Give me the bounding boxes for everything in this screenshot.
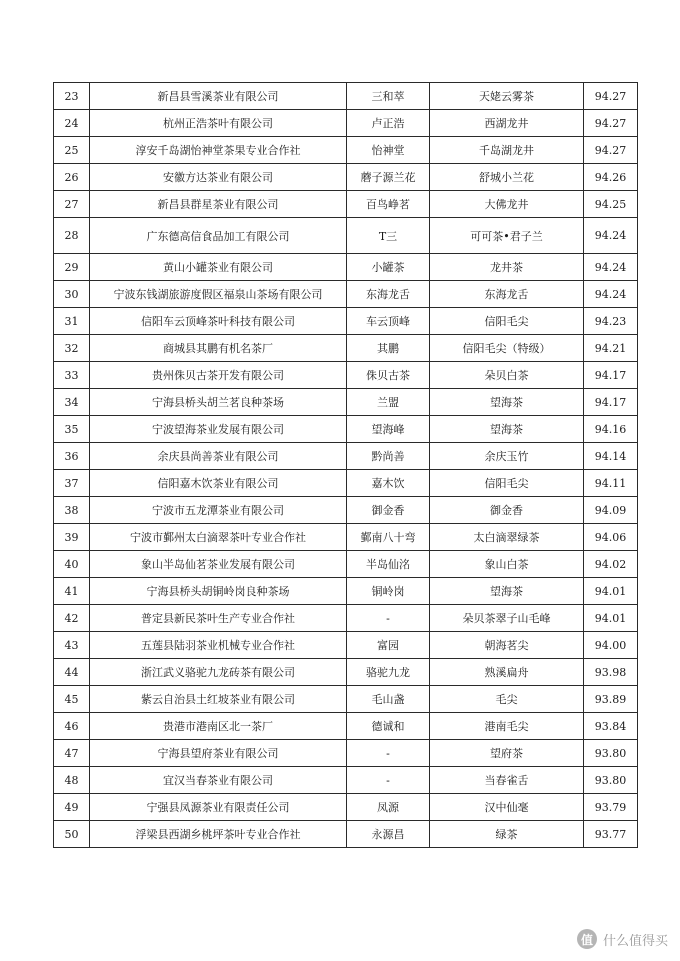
rank-number-cell: 31: [54, 308, 90, 335]
company-name-cell: 淳安千岛湖怡神堂茶果专业合作社: [90, 137, 347, 164]
rank-number-cell: 23: [54, 83, 90, 110]
rank-number-cell: 44: [54, 659, 90, 686]
table-row: [54, 362, 638, 389]
table-row: [54, 254, 638, 281]
score-cell: 94.24: [584, 254, 638, 281]
table-row: [54, 821, 638, 848]
brand-cell: -: [347, 605, 430, 632]
company-name-cell: 普定县新民茶叶生产专业合作社: [90, 605, 347, 632]
product-name-cell: 大佛龙井: [430, 191, 584, 218]
score-cell: 94.21: [584, 335, 638, 362]
table-row: [54, 389, 638, 416]
brand-cell: -: [347, 740, 430, 767]
product-name-cell: 毛尖: [430, 686, 584, 713]
company-name-cell: 宁强县凤源茶业有限责任公司: [90, 794, 347, 821]
brand-cell: 御金香: [347, 497, 430, 524]
company-name-cell: 余庆县尚善茶业有限公司: [90, 443, 347, 470]
score-cell: 93.89: [584, 686, 638, 713]
company-name-cell: 信阳车云顶峰茶叶科技有限公司: [90, 308, 347, 335]
company-name-cell: 宁海县桥头胡铜岭岗良种茶场: [90, 578, 347, 605]
product-name-cell: 望海茶: [430, 578, 584, 605]
table-row: [54, 110, 638, 137]
brand-cell: 富园: [347, 632, 430, 659]
rank-number-cell: 37: [54, 470, 90, 497]
product-name-cell: 太白滴翠绿茶: [430, 524, 584, 551]
score-cell: 94.16: [584, 416, 638, 443]
company-name-cell: 杭州正浩茶叶有限公司: [90, 110, 347, 137]
score-cell: 93.98: [584, 659, 638, 686]
table-row: [54, 605, 638, 632]
rank-number-cell: 41: [54, 578, 90, 605]
brand-cell: 毛山盏: [347, 686, 430, 713]
score-cell: 94.14: [584, 443, 638, 470]
rank-number-cell: 43: [54, 632, 90, 659]
company-name-cell: 宜汉当春茶业有限公司: [90, 767, 347, 794]
score-cell: 94.27: [584, 137, 638, 164]
ranking-table: [53, 82, 638, 848]
score-cell: 94.06: [584, 524, 638, 551]
watermark-logo-icon: 值: [577, 929, 597, 949]
rank-number-cell: 33: [54, 362, 90, 389]
product-name-cell: 信阳毛尖: [430, 308, 584, 335]
product-name-cell: 熟溪扁舟: [430, 659, 584, 686]
score-cell: 93.79: [584, 794, 638, 821]
brand-cell: 铜岭岗: [347, 578, 430, 605]
rank-number-cell: 39: [54, 524, 90, 551]
brand-cell: 三和萃: [347, 83, 430, 110]
product-name-cell: 象山白茶: [430, 551, 584, 578]
brand-cell: 蘑子源兰花: [347, 164, 430, 191]
company-name-cell: 贵州侏贝古茶开发有限公司: [90, 362, 347, 389]
rank-number-cell: 48: [54, 767, 90, 794]
table-row: [54, 281, 638, 308]
company-name-cell: 新昌县群星茶业有限公司: [90, 191, 347, 218]
product-name-cell: 望府茶: [430, 740, 584, 767]
rank-number-cell: 50: [54, 821, 90, 848]
brand-cell: 永源昌: [347, 821, 430, 848]
score-cell: 93.77: [584, 821, 638, 848]
rank-number-cell: 47: [54, 740, 90, 767]
score-cell: 94.02: [584, 551, 638, 578]
rank-number-cell: 26: [54, 164, 90, 191]
table-row: [54, 191, 638, 218]
product-name-cell: 汉中仙毫: [430, 794, 584, 821]
rank-number-cell: 29: [54, 254, 90, 281]
table-row: [54, 335, 638, 362]
table-row: [54, 470, 638, 497]
rank-number-cell: 32: [54, 335, 90, 362]
brand-cell: 百鸟峥茗: [347, 191, 430, 218]
table-row: [54, 659, 638, 686]
brand-cell: 望海峰: [347, 416, 430, 443]
score-cell: 93.80: [584, 740, 638, 767]
table-row: [54, 578, 638, 605]
score-cell: 94.27: [584, 83, 638, 110]
company-name-cell: 浙江武义骆驼九龙砖茶有限公司: [90, 659, 347, 686]
table-row: [54, 632, 638, 659]
company-name-cell: 紫云自治县土红坡茶业有限公司: [90, 686, 347, 713]
company-name-cell: 浮梁县西湖乡桃坪茶叶专业合作社: [90, 821, 347, 848]
company-name-cell: 五莲县陆羽茶业机械专业合作社: [90, 632, 347, 659]
company-name-cell: 黄山小罐茶业有限公司: [90, 254, 347, 281]
product-name-cell: 望海茶: [430, 416, 584, 443]
score-cell: 94.24: [584, 218, 638, 254]
score-cell: 94.09: [584, 497, 638, 524]
company-name-cell: 贵港市港南区北一茶厂: [90, 713, 347, 740]
table-row: [54, 164, 638, 191]
watermark-label: 什么值得买: [602, 933, 668, 949]
product-name-cell: 绿茶: [430, 821, 584, 848]
rank-number-cell: 45: [54, 686, 90, 713]
rank-number-cell: 30: [54, 281, 90, 308]
rank-number-cell: 27: [54, 191, 90, 218]
product-name-cell: 天姥云雾茶: [430, 83, 584, 110]
product-name-cell: 当春雀舌: [430, 767, 584, 794]
brand-cell: 嘉木饮: [347, 470, 430, 497]
brand-cell: 鄞南八十弯: [347, 524, 430, 551]
rank-number-cell: 38: [54, 497, 90, 524]
score-cell: 94.01: [584, 578, 638, 605]
brand-cell: T三: [347, 218, 430, 254]
product-name-cell: 御金香: [430, 497, 584, 524]
rank-number-cell: 42: [54, 605, 90, 632]
brand-cell: -: [347, 767, 430, 794]
rank-number-cell: 25: [54, 137, 90, 164]
product-name-cell: 港南毛尖: [430, 713, 584, 740]
table-row: [54, 218, 638, 254]
company-name-cell: 广东德高信食品加工有限公司: [90, 218, 347, 254]
brand-cell: 东海龙舌: [347, 281, 430, 308]
brand-cell: 小罐茶: [347, 254, 430, 281]
rank-number-cell: 46: [54, 713, 90, 740]
brand-cell: 骆驼九龙: [347, 659, 430, 686]
table-row: [54, 308, 638, 335]
product-name-cell: 龙井茶: [430, 254, 584, 281]
score-cell: 93.80: [584, 767, 638, 794]
rank-number-cell: 40: [54, 551, 90, 578]
company-name-cell: 信阳嘉木饮茶业有限公司: [90, 470, 347, 497]
table-row: [54, 713, 638, 740]
table-row: [54, 137, 638, 164]
company-name-cell: 商城县其鹏有机名茶厂: [90, 335, 347, 362]
rank-number-cell: 28: [54, 218, 90, 254]
company-name-cell: 宁海县桥头胡兰茗良种茶场: [90, 389, 347, 416]
product-name-cell: 可可茶•君子兰: [430, 218, 584, 254]
rank-number-cell: 24: [54, 110, 90, 137]
product-name-cell: 西湖龙井: [430, 110, 584, 137]
company-name-cell: 宁波望海茶业发展有限公司: [90, 416, 347, 443]
score-cell: 94.24: [584, 281, 638, 308]
table-row: [54, 740, 638, 767]
score-cell: 94.17: [584, 362, 638, 389]
rank-number-cell: 34: [54, 389, 90, 416]
product-name-cell: 望海茶: [430, 389, 584, 416]
watermark: [577, 929, 668, 949]
ranking-table-body: [54, 83, 638, 848]
table-row: [54, 497, 638, 524]
score-cell: 94.00: [584, 632, 638, 659]
company-name-cell: 宁波东钱湖旅游度假区福泉山茶场有限公司: [90, 281, 347, 308]
brand-cell: 其鹏: [347, 335, 430, 362]
table-row: [54, 551, 638, 578]
score-cell: 93.84: [584, 713, 638, 740]
company-name-cell: 宁海县望府茶业有限公司: [90, 740, 347, 767]
brand-cell: 怡神堂: [347, 137, 430, 164]
brand-cell: 车云顶峰: [347, 308, 430, 335]
brand-cell: 卢正浩: [347, 110, 430, 137]
score-cell: 94.26: [584, 164, 638, 191]
product-name-cell: 朵贝茶翠子山毛峰: [430, 605, 584, 632]
table-row: [54, 686, 638, 713]
table-row: [54, 794, 638, 821]
rank-number-cell: 49: [54, 794, 90, 821]
score-cell: 94.01: [584, 605, 638, 632]
brand-cell: 凤源: [347, 794, 430, 821]
table-row: [54, 443, 638, 470]
table-row: [54, 524, 638, 551]
brand-cell: 半岛仙洺: [347, 551, 430, 578]
table-row: [54, 767, 638, 794]
table-row: [54, 416, 638, 443]
company-name-cell: 安徽方达茶业有限公司: [90, 164, 347, 191]
rank-number-cell: 35: [54, 416, 90, 443]
table-row: [54, 83, 638, 110]
brand-cell: 侏贝古茶: [347, 362, 430, 389]
score-cell: 94.23: [584, 308, 638, 335]
company-name-cell: 宁波市鄞州太白滴翠茶叶专业合作社: [90, 524, 347, 551]
score-cell: 94.27: [584, 110, 638, 137]
rank-number-cell: 36: [54, 443, 90, 470]
brand-cell: 德诚和: [347, 713, 430, 740]
brand-cell: 黔尚善: [347, 443, 430, 470]
brand-cell: 兰盟: [347, 389, 430, 416]
product-name-cell: 朵贝白茶: [430, 362, 584, 389]
product-name-cell: 东海龙舌: [430, 281, 584, 308]
product-name-cell: 千岛湖龙井: [430, 137, 584, 164]
company-name-cell: 象山半岛仙茗茶业发展有限公司: [90, 551, 347, 578]
company-name-cell: 新昌县雪溪茶业有限公司: [90, 83, 347, 110]
product-name-cell: 余庆玉竹: [430, 443, 584, 470]
company-name-cell: 宁波市五龙潭茶业有限公司: [90, 497, 347, 524]
product-name-cell: 舒城小兰花: [430, 164, 584, 191]
score-cell: 94.17: [584, 389, 638, 416]
score-cell: 94.11: [584, 470, 638, 497]
product-name-cell: 信阳毛尖（特级）: [430, 335, 584, 362]
product-name-cell: 信阳毛尖: [430, 470, 584, 497]
score-cell: 94.25: [584, 191, 638, 218]
product-name-cell: 朝海茗尖: [430, 632, 584, 659]
